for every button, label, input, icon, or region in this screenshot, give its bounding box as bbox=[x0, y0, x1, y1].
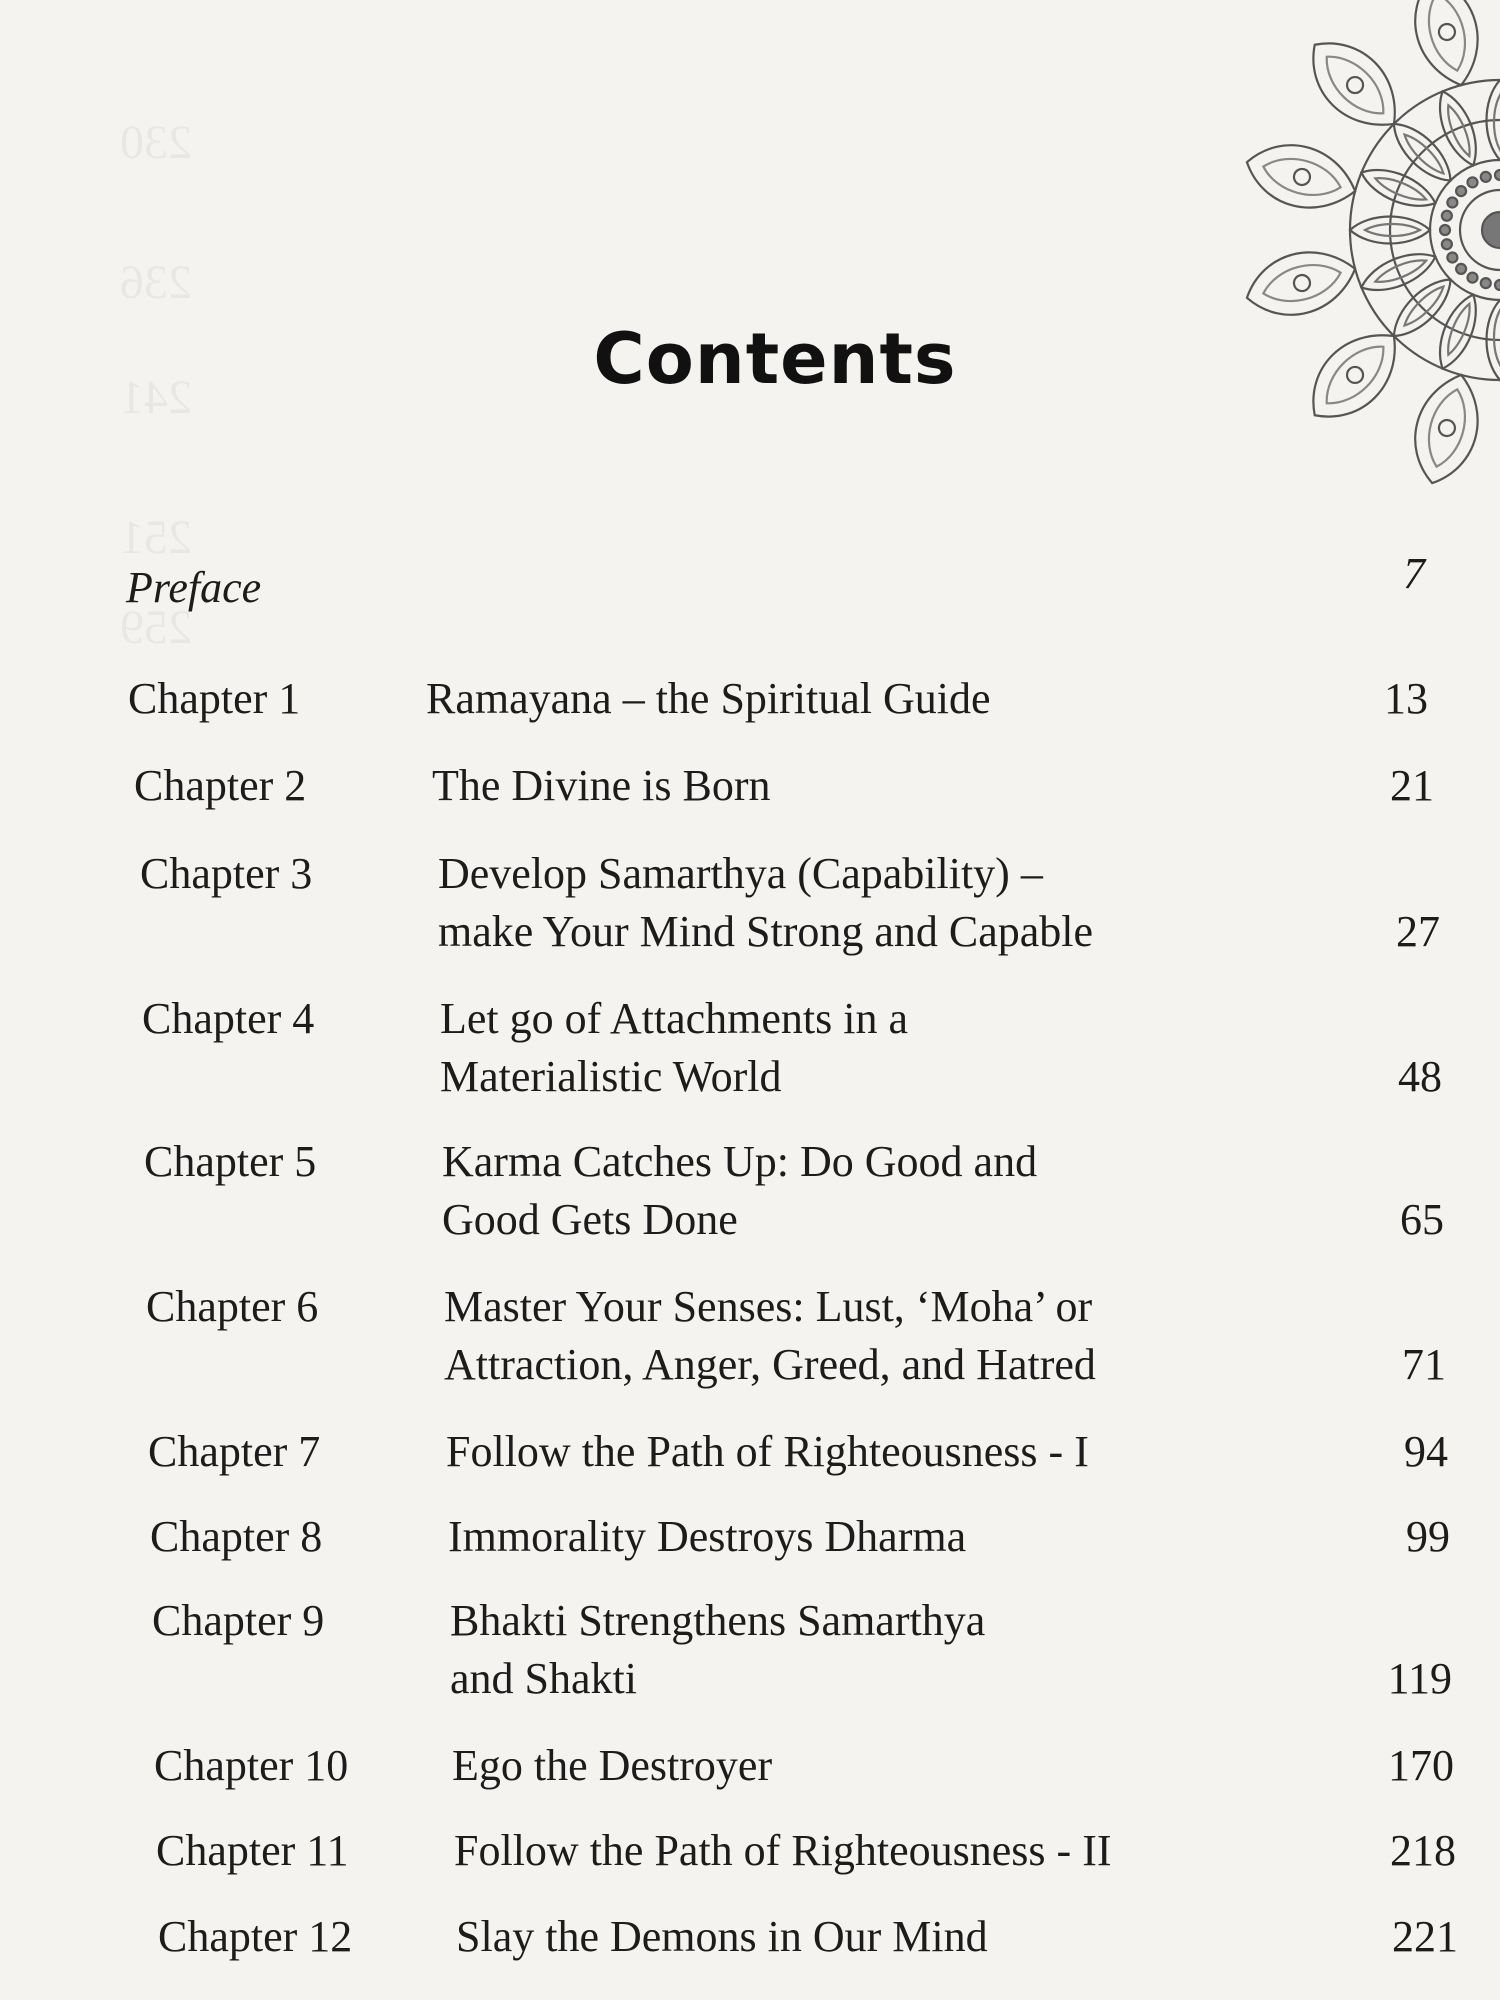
mandala-part bbox=[1482, 212, 1500, 248]
mandala-part bbox=[1495, 280, 1500, 290]
mandala-part bbox=[1437, 22, 1457, 42]
mandala-part bbox=[1315, 45, 1395, 125]
chapter-page-number: 27 bbox=[1396, 907, 1440, 956]
chapter-label: Chapter 7 bbox=[148, 1427, 321, 1476]
mandala-part bbox=[1239, 133, 1363, 220]
chapter-label: Chapter 5 bbox=[144, 1137, 317, 1186]
chapter-page-number: 119 bbox=[1387, 1654, 1452, 1703]
mandala-part bbox=[1292, 167, 1312, 187]
page-title: Contents bbox=[593, 318, 957, 400]
mandala-part bbox=[1239, 240, 1363, 327]
chapter-title-line: Karma Catches Up: Do Good and bbox=[442, 1137, 1038, 1186]
chapter-title-line: make Your Mind Strong and Capable bbox=[438, 907, 1094, 956]
mandala-part bbox=[1440, 225, 1450, 235]
show-through-text: 259 bbox=[120, 601, 192, 654]
chapter-title-line: Develop Samarthya (Capability) – bbox=[438, 849, 1043, 898]
mandala-part bbox=[1480, 171, 1492, 183]
chapter-title bbox=[452, 1737, 1352, 1795]
mandala-part bbox=[1441, 238, 1453, 250]
preface-label: Preface bbox=[126, 563, 262, 612]
mandala-part bbox=[1365, 224, 1420, 236]
chapter-title bbox=[444, 1278, 1344, 1394]
chapter-title-line: Good Gets Done bbox=[442, 1195, 738, 1244]
mandala-part bbox=[1437, 418, 1457, 438]
mandala-part bbox=[1454, 184, 1468, 198]
chapter-title bbox=[438, 845, 1338, 961]
chapter-title-line: The Divine is Born bbox=[432, 761, 771, 810]
chapter-title bbox=[456, 1908, 1356, 1966]
mandala-part bbox=[1441, 210, 1453, 222]
chapter-label: Chapter 8 bbox=[150, 1512, 323, 1561]
chapter-title-line: Master Your Senses: Lust, ‘Moha’ or bbox=[444, 1282, 1093, 1331]
chapter-title-line: Follow the Path of Righteousness - II bbox=[454, 1826, 1112, 1875]
chapter-page-number: 221 bbox=[1392, 1912, 1458, 1961]
chapter-page-number: 21 bbox=[1390, 761, 1434, 810]
chapter-title bbox=[442, 1133, 1342, 1249]
show-through-text: 236 bbox=[120, 256, 192, 309]
chapter-title bbox=[432, 757, 1332, 815]
mandala-part bbox=[1466, 271, 1480, 285]
mandala-part bbox=[1446, 196, 1460, 210]
mandala-part bbox=[1494, 95, 1500, 150]
mandala-part bbox=[1495, 170, 1500, 180]
show-through-text: 241 bbox=[120, 371, 192, 424]
chapter-label: Chapter 10 bbox=[154, 1741, 349, 1790]
chapter-title-line: Attraction, Anger, Greed, and Hatred bbox=[444, 1340, 1096, 1389]
chapter-page-number: 48 bbox=[1398, 1052, 1442, 1101]
show-through-text: 230 bbox=[120, 116, 192, 169]
chapter-label: Chapter 1 bbox=[128, 674, 301, 723]
chapter-page-number: 99 bbox=[1406, 1512, 1450, 1561]
chapter-title-line: and Shakti bbox=[450, 1654, 637, 1703]
chapter-label: Chapter 6 bbox=[146, 1282, 319, 1331]
mandala-part bbox=[1454, 262, 1468, 276]
chapter-page-number: 65 bbox=[1400, 1195, 1444, 1244]
mandala-part bbox=[1344, 74, 1367, 97]
mandala-part bbox=[1443, 103, 1475, 158]
chapter-page-number: 13 bbox=[1384, 674, 1428, 723]
chapter-title-line: Ramayana – the Spiritual Guide bbox=[426, 674, 991, 723]
chapter-title-line: Follow the Path of Righteousness - I bbox=[446, 1427, 1089, 1476]
chapter-label: Chapter 2 bbox=[134, 761, 307, 810]
mandala-part bbox=[1466, 176, 1480, 190]
mandala-part bbox=[1373, 255, 1428, 287]
chapter-page-number: 218 bbox=[1390, 1826, 1456, 1875]
chapter-label: Chapter 9 bbox=[152, 1596, 325, 1645]
chapter-page-number: 170 bbox=[1388, 1741, 1454, 1790]
chapter-label: Chapter 12 bbox=[158, 1912, 353, 1961]
chapter-title-line: Slay the Demons in Our Mind bbox=[456, 1912, 988, 1961]
chapter-page-number: 94 bbox=[1404, 1427, 1448, 1476]
chapter-title bbox=[446, 1423, 1346, 1481]
chapter-label: Chapter 3 bbox=[140, 849, 313, 898]
chapter-title-line: Bhakti Strengthens Samarthya bbox=[450, 1596, 986, 1645]
preface-page-number: 7 bbox=[1403, 549, 1425, 598]
mandala-part bbox=[1373, 173, 1428, 205]
chapter-title-line: Immorality Destroys Dharma bbox=[448, 1512, 967, 1561]
chapter-page-number: 71 bbox=[1402, 1340, 1446, 1389]
chapter-title-line: Materialistic World bbox=[440, 1052, 782, 1101]
chapter-label: Chapter 11 bbox=[156, 1826, 349, 1875]
mandala-part bbox=[1294, 24, 1416, 146]
chapter-title bbox=[448, 1508, 1348, 1566]
mandala-part bbox=[1480, 277, 1492, 289]
mandala-part bbox=[1421, 0, 1474, 75]
show-through-text: 251 bbox=[120, 511, 192, 564]
mandala-ornament-icon bbox=[1230, 0, 1500, 500]
chapter-title bbox=[440, 990, 1340, 1106]
chapter-title bbox=[454, 1822, 1354, 1880]
chapter-title-line: Let go of Attachments in a bbox=[440, 994, 908, 1043]
chapter-label: Chapter 4 bbox=[142, 994, 315, 1043]
mandala-part bbox=[1292, 273, 1312, 293]
chapter-title bbox=[450, 1592, 1350, 1708]
mandala-part bbox=[1403, 0, 1490, 93]
mandala-part bbox=[1446, 251, 1460, 265]
chapter-title-line: Ego the Destroyer bbox=[452, 1741, 773, 1790]
chapter-title bbox=[426, 670, 1326, 728]
